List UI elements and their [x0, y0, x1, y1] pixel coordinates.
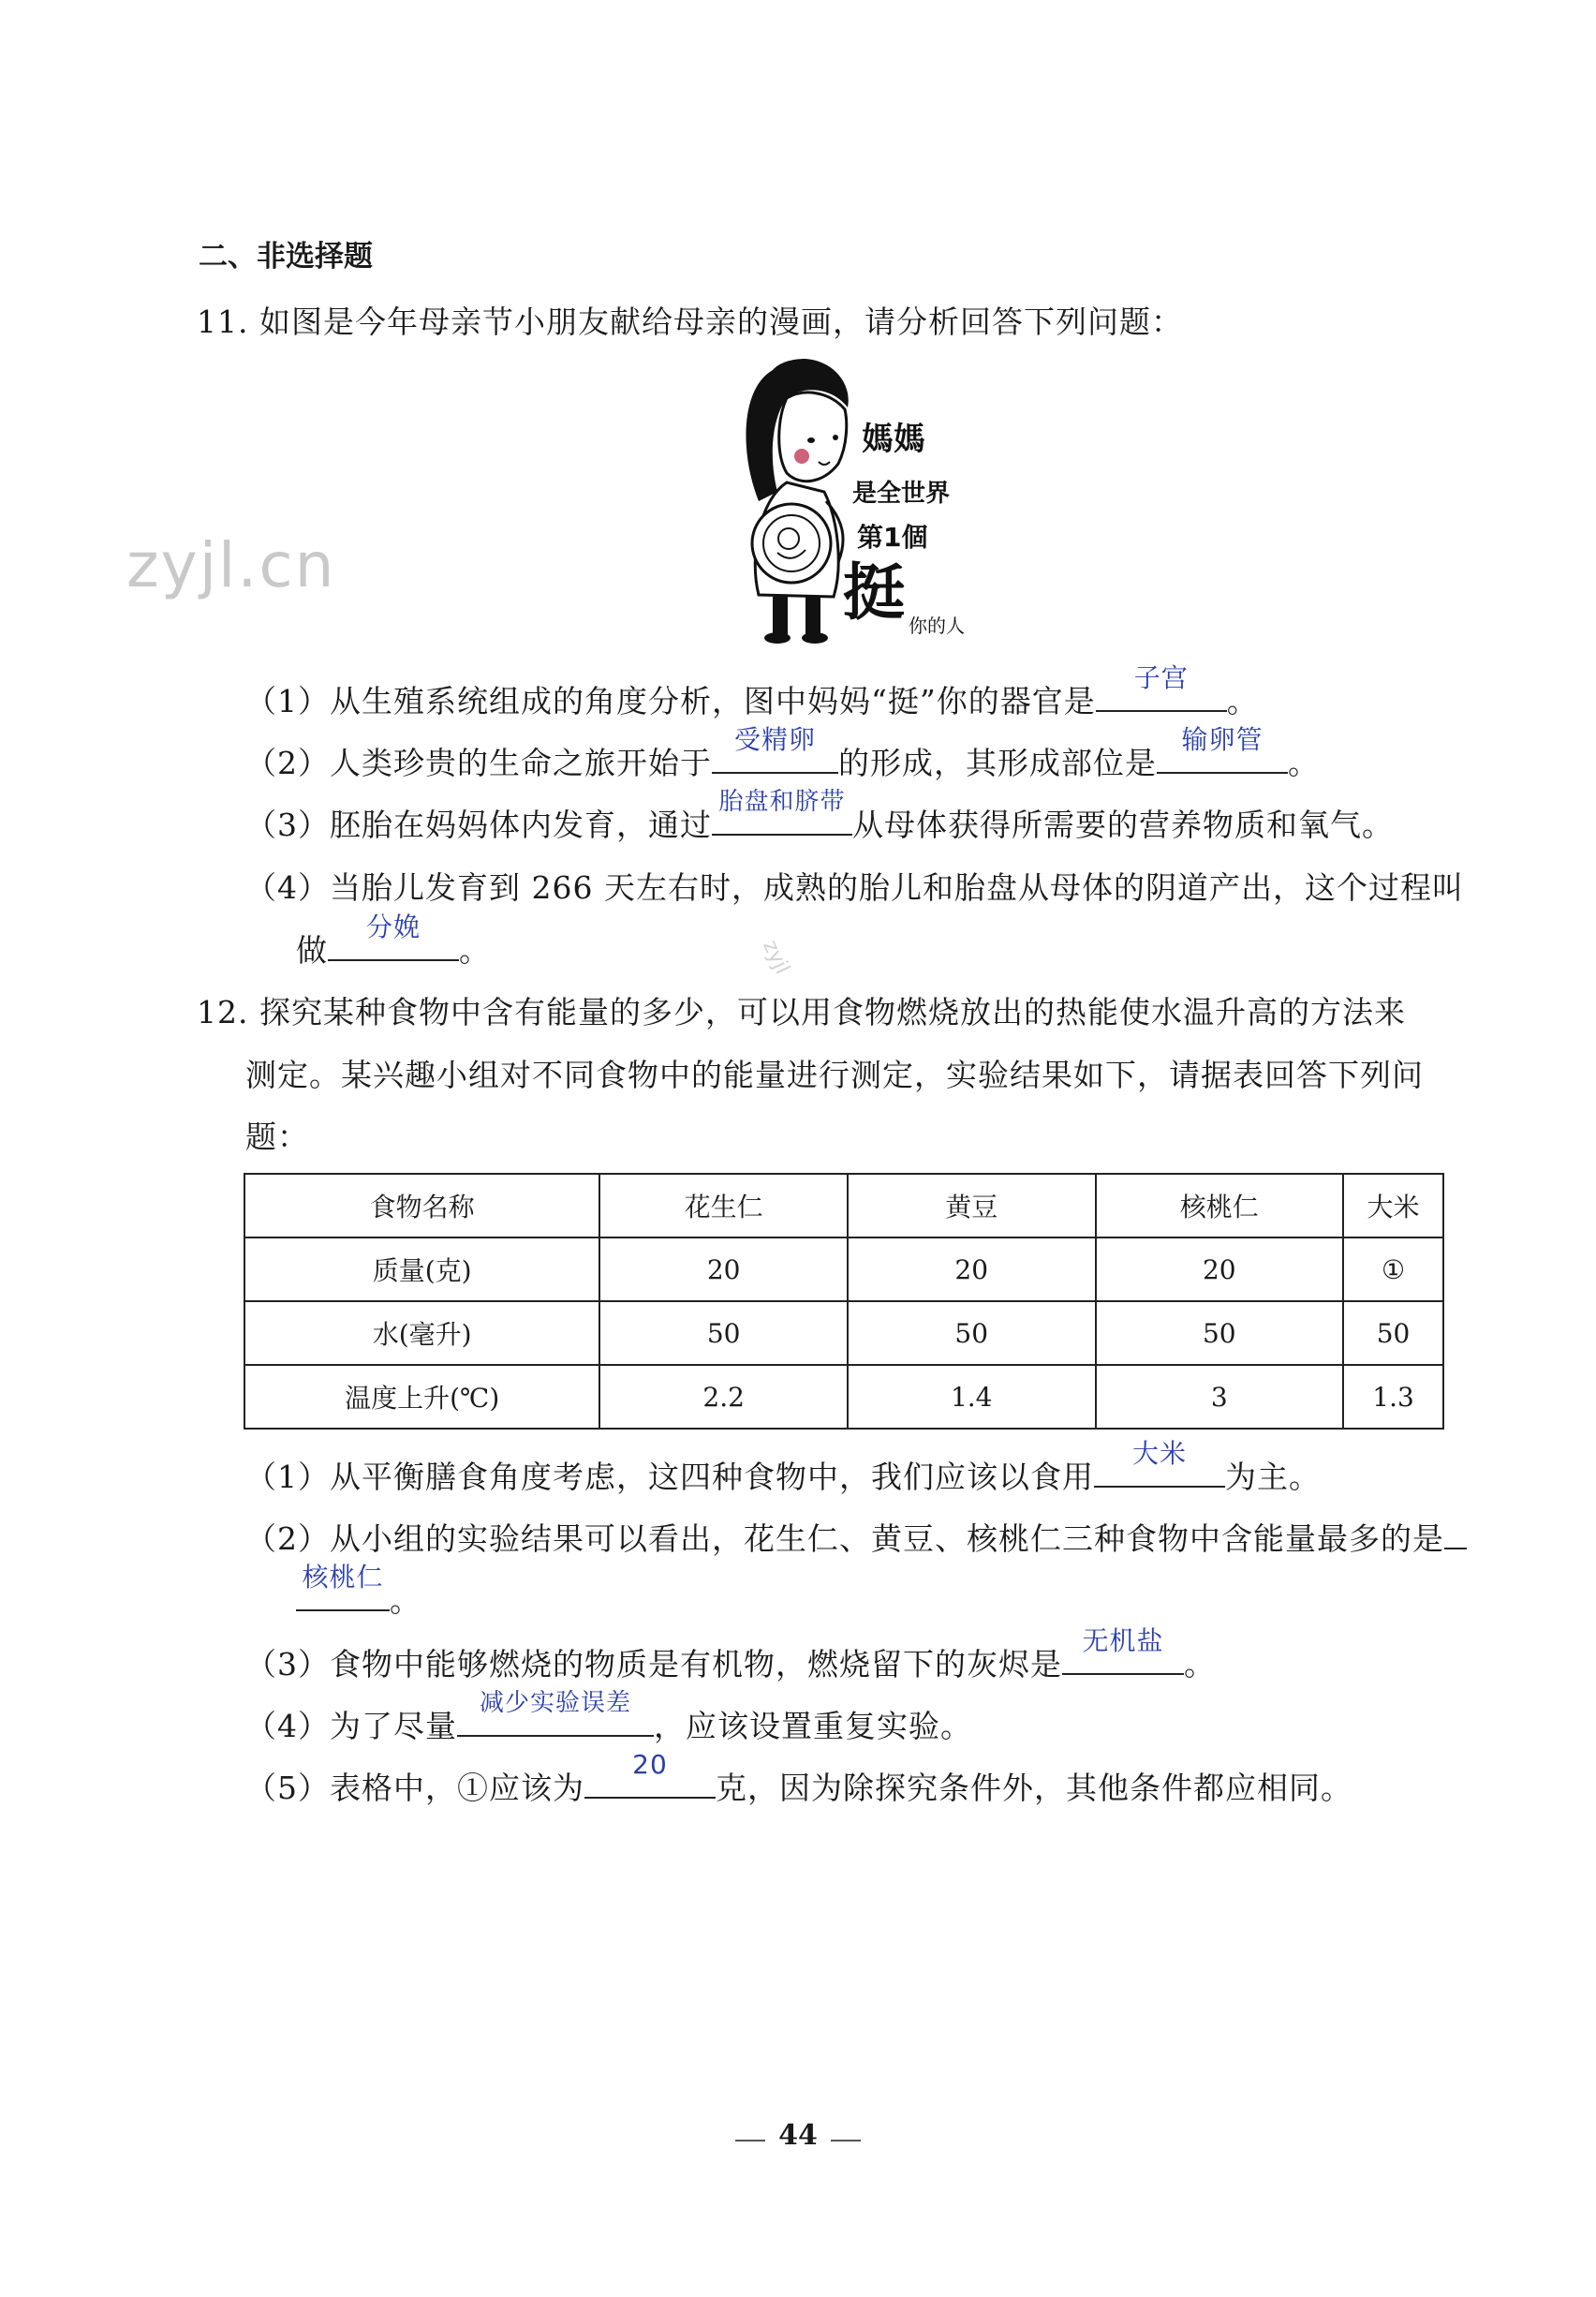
table-header-row: [244, 1174, 1443, 1237]
q12-part2-line2: 核桃仁 。: [296, 1576, 421, 1621]
section-title: 二、非选择题: [199, 240, 373, 274]
q11-answer4: 胎盘和脐带: [718, 788, 846, 816]
q11-blank3: [1157, 724, 1288, 774]
table-cell: 50: [848, 1301, 1096, 1365]
table-cell: 50: [1343, 1301, 1443, 1365]
illustration-text-5: 你的人: [909, 615, 965, 637]
q12-blank3: [1062, 1625, 1184, 1675]
mother-cartoon-illustration: [721, 351, 965, 651]
table-header-cell: 花生仁: [599, 1174, 848, 1237]
table-cell: 20: [1096, 1237, 1344, 1301]
illustration-text-2: 是全世界: [852, 480, 951, 508]
q12-answer1: 大米: [1131, 1438, 1187, 1469]
table-cell: 50: [1096, 1301, 1344, 1365]
q12-answer3: 无机盐: [1082, 1625, 1164, 1656]
table-cell: 50: [599, 1301, 848, 1365]
watermark-small: zyjl: [758, 937, 794, 978]
q12-part1: （1）从平衡膳食角度考虑，这四种食物中，我们应该以食用 大米 为主。: [245, 1438, 1321, 1495]
q11-part4-line2: 做 分娩 。: [296, 911, 491, 969]
q12-stem-line2: 测定。某兴趣小组对不同食物中的能量进行测定，实验结果如下，请据表回答下列问: [245, 1057, 1424, 1093]
table-cell: 1.4: [848, 1365, 1096, 1429]
q12-stem-line1: 12. 探究某种食物中含有能量的多少，可以用食物燃烧放出的热能使水温升高的方法来: [197, 994, 1406, 1030]
q12-part5: （5）表格中，①应该为 20 克，因为除探究条件外，其他条件都应相同。: [245, 1749, 1352, 1806]
q12-blank2-start: [1444, 1514, 1467, 1549]
q11-blank2: [712, 724, 838, 774]
page-number: 44: [0, 2119, 1596, 2152]
table-header-cell: 核桃仁: [1096, 1174, 1344, 1237]
watermark: zyjl.cn: [126, 529, 336, 601]
table-header-cell: 食物名称: [244, 1174, 599, 1237]
table-header-cell: 黄豆: [848, 1174, 1096, 1237]
illustration-text-3: 第1個: [857, 522, 928, 553]
illustration-text-1: 媽媽: [862, 421, 925, 458]
q12-answer4: 减少实验误差: [479, 1689, 631, 1717]
table-cell: 温度上升(℃): [244, 1365, 599, 1429]
q11-answer5: 分娩: [365, 911, 421, 942]
q12-part2-line1: （2）从小组的实验结果可以看出，花生仁、黄豆、核桃仁三种食物中含能量最多的是: [245, 1514, 1467, 1559]
q12-part4: （4）为了尽量 减少实验误差 ，应该设置重复实验。: [245, 1701, 972, 1746]
q11-answer3: 输卵管: [1181, 724, 1264, 755]
q12-blank1: [1094, 1438, 1225, 1488]
q11-part4-line1: （4）当胎儿发育到 266 天左右时，成熟的胎儿和胎盘从母体的阴道产出，这个过程叫: [245, 869, 1464, 906]
q11-part2: （2）人类珍贵的生命之旅开始于 受精卵 的形成，其形成部位是 输卵管 。: [245, 724, 1320, 781]
q11-answer2: 受精卵: [733, 724, 816, 755]
q12-blank4: [457, 1689, 654, 1737]
q12-blank2: [296, 1562, 390, 1611]
q11-answer1: 子宫: [1133, 662, 1189, 693]
q12-part3: （3）食物中能够燃烧的物质是有机物，燃烧留下的灰烬是 无机盐 。: [245, 1625, 1216, 1682]
table-cell: 20: [599, 1237, 848, 1301]
q12-stem-line3: 题：: [245, 1119, 309, 1155]
q12-blank5: [584, 1749, 716, 1799]
illustration-text-4: 挺: [843, 556, 905, 629]
table-row: [244, 1237, 1443, 1301]
q11-stem: 11. 如图是今年母亲节小朋友献给母亲的漫画，请分析回答下列问题：: [197, 304, 1183, 340]
table-cell: 3: [1096, 1365, 1344, 1429]
table-cell: 20: [848, 1237, 1096, 1301]
experiment-table: [244, 1173, 1444, 1430]
q12-answer5: 20: [632, 1749, 668, 1780]
table-cell: ①: [1343, 1237, 1443, 1301]
table-cell: 1.3: [1343, 1365, 1443, 1429]
table-row: [244, 1365, 1443, 1429]
table-row: [244, 1301, 1443, 1365]
table-cell: 质量(克): [244, 1237, 599, 1301]
q12-answer2: 核桃仁: [302, 1562, 384, 1593]
table-header-cell: 大米: [1343, 1174, 1443, 1237]
table-cell: 水(毫升): [244, 1301, 599, 1365]
q11-part1: （1）从生殖系统组成的角度分析，图中妈妈“挺”你的器官是 子宫 。: [245, 662, 1259, 719]
q11-part3: （3）胚胎在妈妈体内发育，通过 胎盘和脐带 从母体获得所需要的营养物质和氧气。: [245, 800, 1394, 845]
q11-blank4: [712, 788, 852, 836]
table-cell: 2.2: [599, 1365, 848, 1429]
q11-blank1: [1096, 662, 1227, 712]
